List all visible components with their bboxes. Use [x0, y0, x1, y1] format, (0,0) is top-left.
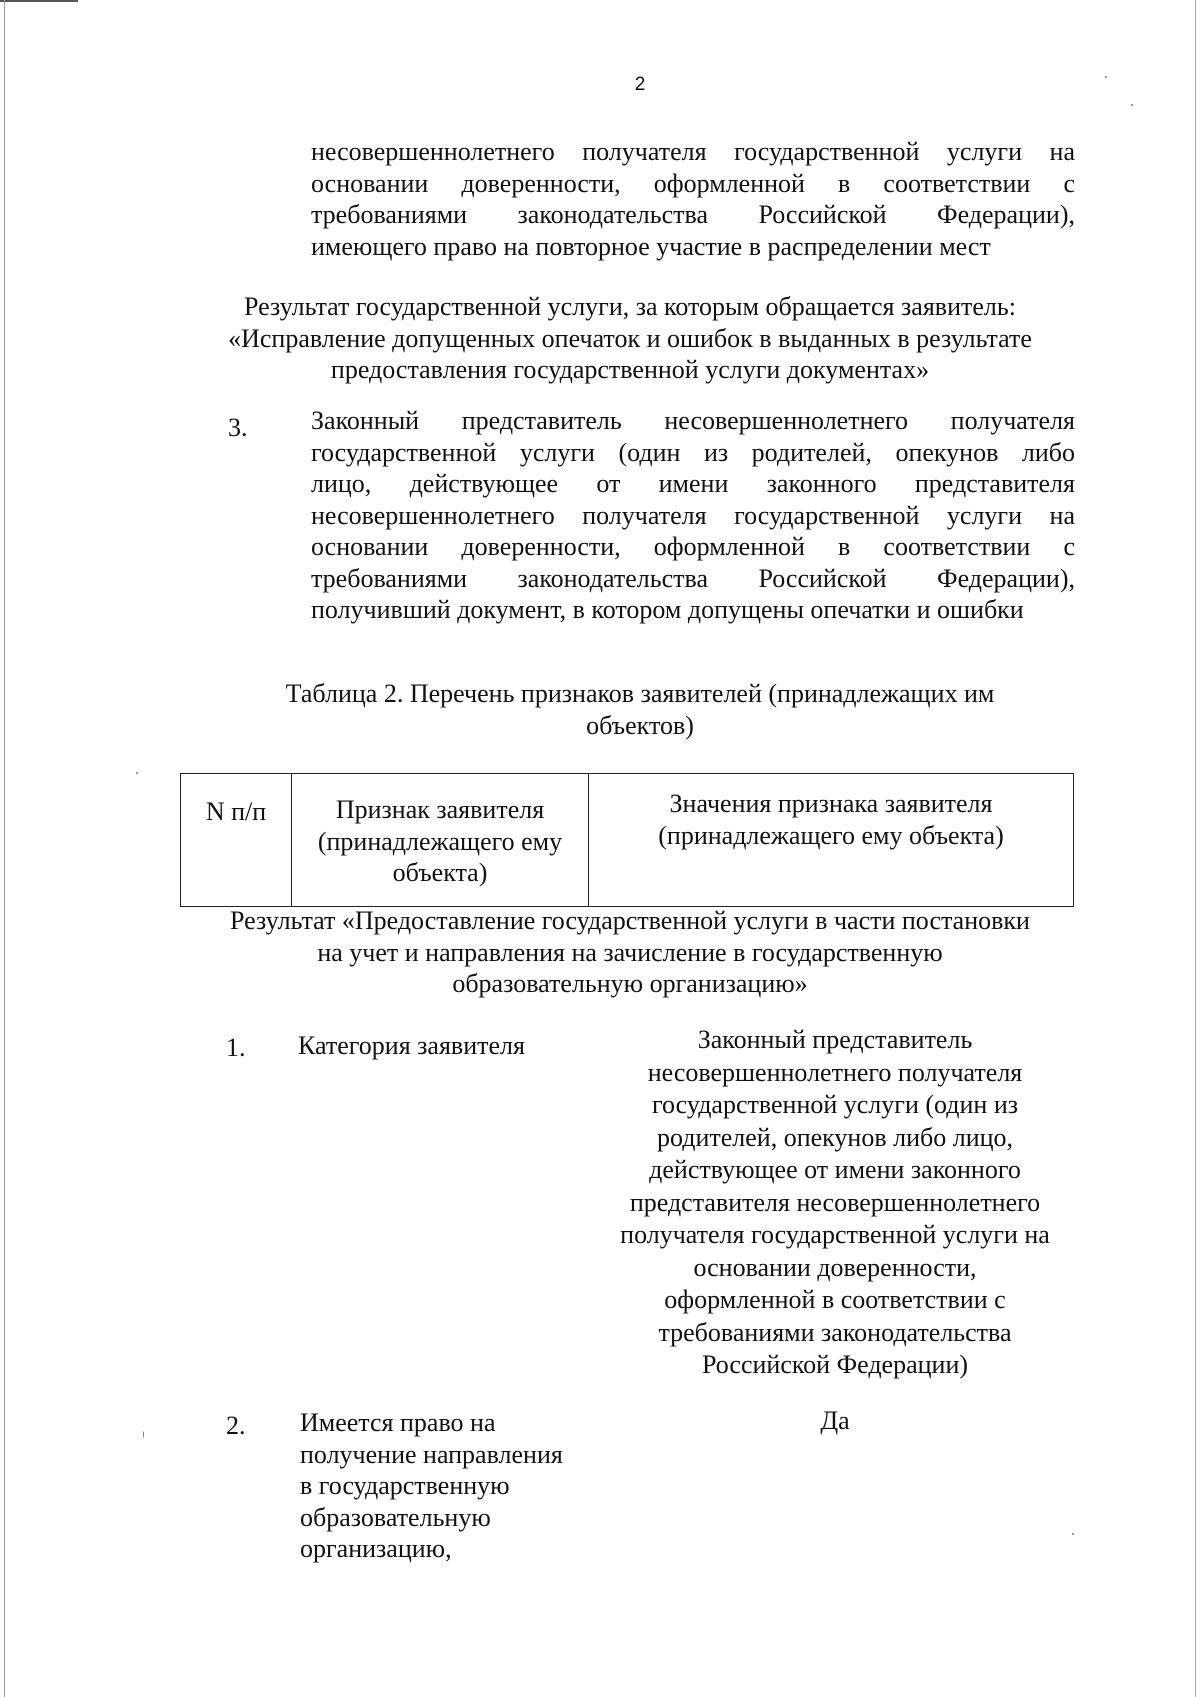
caption-line: объектов) [586, 710, 694, 740]
value-line: Законный представитель [697, 1025, 973, 1054]
text-line: получивший документ, в котором допущены опечатки и ошибки [311, 595, 1024, 624]
item-3-text [311, 405, 1075, 626]
heading-line: «Исправление допущенных опечаток и ошибок в выданных в результате [228, 323, 1032, 353]
row-label [300, 1407, 600, 1565]
header-line: Признак заявителя [335, 795, 545, 824]
text-line: основании доверенности, оформленной в соответствии с [311, 168, 1075, 198]
value-line: родителей, опекунов либо лицо, [656, 1122, 1014, 1152]
text-line: требованиями законодательства Российской Федерации), [311, 563, 1075, 593]
scan-speck [1131, 104, 1133, 106]
value-line: государственной услуги (один из [651, 1090, 1019, 1119]
text-line: лицо, действующее от имени законного представителя [311, 469, 1075, 498]
row-number: 1. [226, 1033, 246, 1062]
heading-line: Результат «Предоставление государственной услуги в части постановки [230, 906, 1030, 935]
text-line: требованиями законодательства Российской Федерации), [311, 200, 1075, 229]
header-value [589, 774, 1074, 907]
page-number: 2 [634, 74, 646, 95]
text-line: несовершеннолетнего получателя государственной услуги на [311, 500, 1075, 530]
table-caption [230, 678, 1050, 741]
value-line: получателя государственной услуги на [620, 1220, 1050, 1249]
heading-line: Результат государственной услуги, за которым обращается заявитель: [244, 292, 1016, 321]
scan-edge-right [1195, 0, 1196, 1697]
scan-edge-left [4, 0, 5, 1697]
value-line: основании доверенности, [693, 1252, 977, 1282]
label-line: образовательную [300, 1502, 491, 1532]
label-line: организацию, [300, 1534, 452, 1563]
applicant-attributes-table [180, 773, 1074, 907]
value-line: несовершеннолетнего получателя [647, 1057, 1023, 1087]
heading-line: предоставления государственной услуги документах» [330, 355, 930, 384]
label-line: получение направления [300, 1439, 563, 1469]
continuation-paragraph [311, 136, 1075, 262]
label-line: Имеется право на [300, 1408, 496, 1437]
header-line: объекта) [392, 858, 488, 887]
item-number: 3. [228, 413, 248, 442]
scan-speck [136, 772, 138, 774]
caption-line: Таблица 2. Перечень признаков заявителей (принадлежащих им [285, 679, 995, 708]
result-heading-enrollment [170, 905, 1090, 1000]
value-line: представителя несовершеннолетнего [629, 1187, 1041, 1217]
header-line: Значения признака заявителя [669, 789, 993, 818]
text-line: основании доверенности, оформленной в соответствии с [311, 532, 1075, 561]
text-line: несовершеннолетнего получателя государственной услуги на [311, 137, 1075, 166]
row-label [298, 1030, 588, 1062]
label-line: в государственную [300, 1471, 510, 1500]
header-line: (принадлежащего ему объекта) [658, 820, 1004, 850]
heading-line: на учет и направления на зачисление в государственную [317, 937, 943, 967]
table-header-row [181, 774, 1074, 907]
row-number: 2. [226, 1411, 246, 1440]
header-line: (принадлежащего ему [317, 826, 563, 856]
value-line: действующее от имени законного [649, 1155, 1021, 1184]
text-line: имеющего право на повторное участие в распределении мест [311, 231, 991, 261]
header-num: N п/п [181, 774, 292, 907]
value-line: оформленной в соответствии с [664, 1285, 1006, 1314]
value-line: Да [820, 1406, 850, 1435]
text-line: государственной услуги (один из родителей, опекунов либо [311, 437, 1075, 467]
text-line: Законный представитель несовершеннолетнего получателя [311, 406, 1075, 435]
result-heading-corrections [170, 291, 1090, 386]
scan-speck [143, 1431, 144, 1438]
scan-edge-top [0, 0, 78, 2]
value-line: требованиями законодательства [658, 1317, 1012, 1347]
heading-line: образовательную организацию» [452, 969, 808, 998]
header-attribute [292, 774, 589, 907]
label-line: Категория заявителя [298, 1031, 525, 1060]
scan-speck [1072, 1533, 1074, 1535]
value-line: Российской Федерации) [701, 1350, 969, 1379]
row-value [590, 1024, 1080, 1382]
row-value [590, 1405, 1080, 1438]
